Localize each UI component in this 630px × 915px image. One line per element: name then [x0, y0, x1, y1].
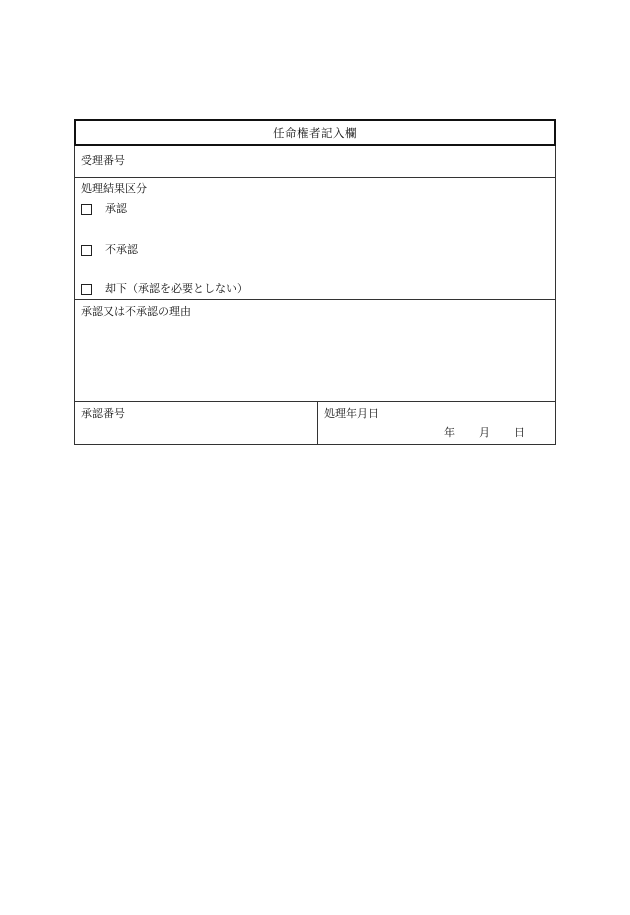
checkbox-not-approved[interactable] — [81, 245, 92, 256]
reason-field[interactable] — [75, 300, 555, 402]
form-title: 任命権者記入欄 — [273, 125, 357, 140]
approval-number-field[interactable] — [75, 402, 318, 444]
option-approved[interactable] — [81, 202, 127, 216]
bottom-row — [75, 402, 555, 444]
processing-result-label: 処理結果区分 — [81, 182, 147, 195]
processing-date-label: 処理年月日 — [324, 407, 379, 420]
checkbox-approved[interactable] — [81, 204, 92, 215]
year-unit: 年 — [444, 426, 455, 439]
option-rejected-label: 却下（承認を必要としない） — [105, 282, 248, 295]
reason-label: 承認又は不承認の理由 — [81, 305, 191, 318]
checkbox-rejected[interactable] — [81, 284, 92, 295]
option-approved-label: 承認 — [105, 202, 127, 215]
month-unit: 月 — [479, 426, 490, 439]
processing-date-field[interactable] — [318, 402, 555, 444]
receipt-number-field[interactable] — [75, 146, 555, 178]
appointing-authority-form — [74, 119, 556, 445]
option-not-approved[interactable] — [81, 243, 138, 257]
processing-result-section — [75, 178, 555, 300]
option-not-approved-label: 不承認 — [105, 243, 138, 256]
form-title-row — [74, 119, 556, 146]
option-rejected[interactable] — [81, 282, 248, 296]
approval-number-label: 承認番号 — [81, 407, 125, 420]
day-unit: 日 — [514, 426, 525, 439]
receipt-number-label: 受理番号 — [81, 154, 125, 167]
date-units — [444, 426, 525, 440]
